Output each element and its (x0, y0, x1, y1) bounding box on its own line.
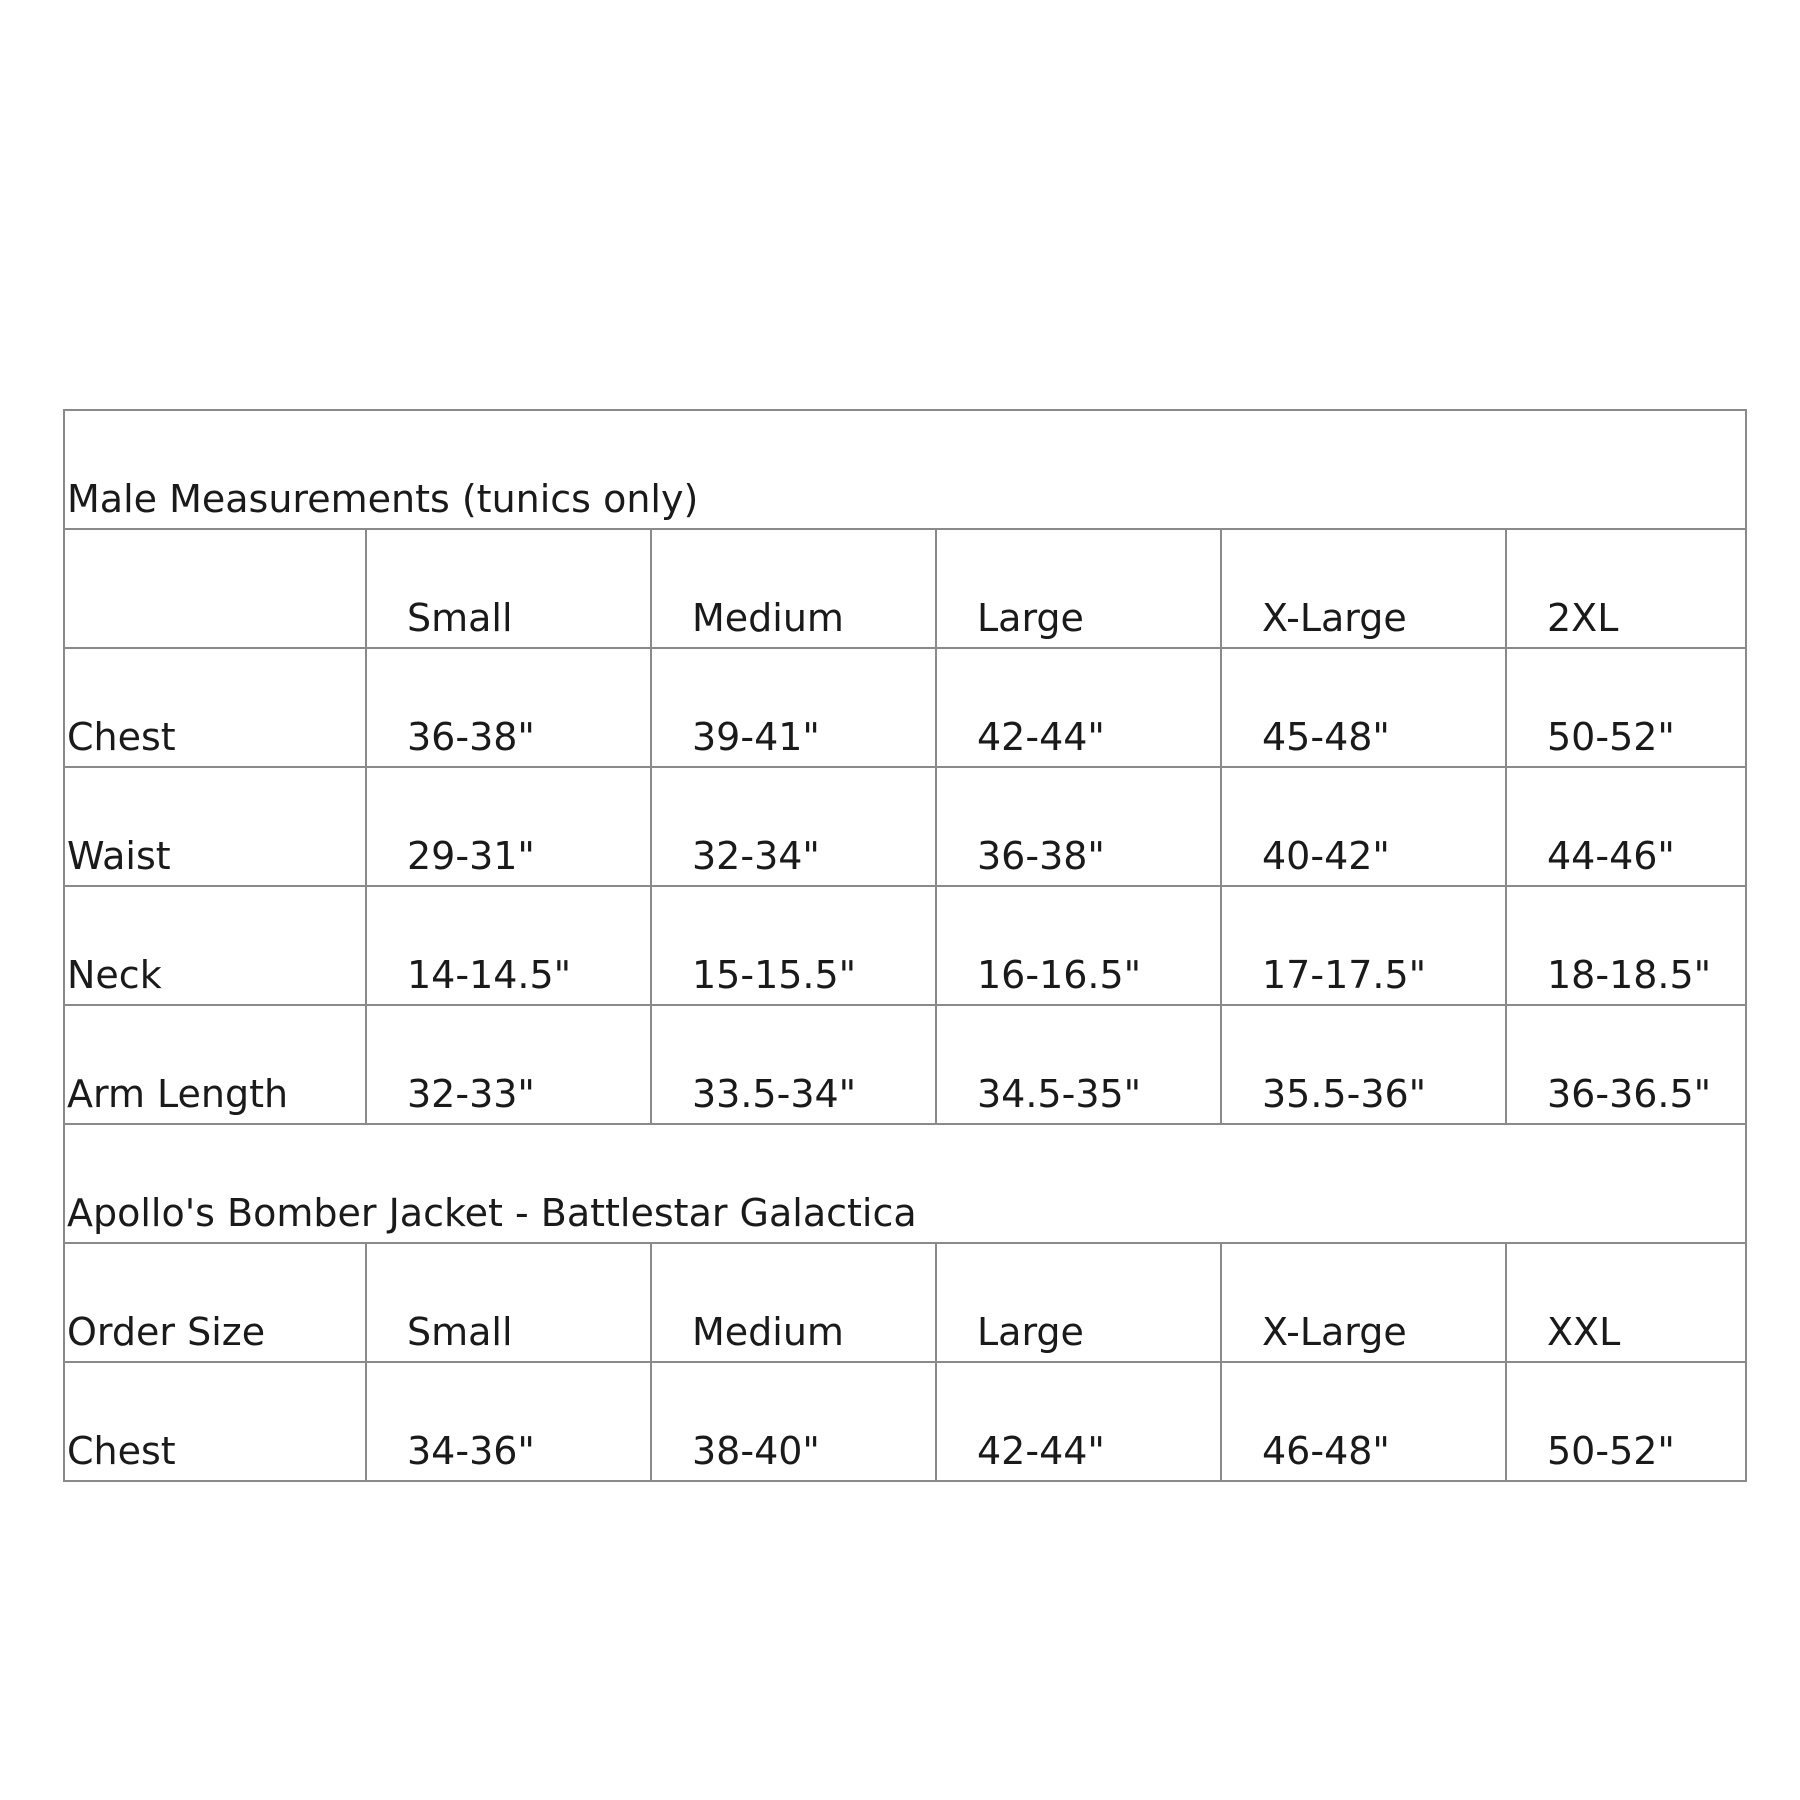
table-cell: 42-44" (936, 648, 1221, 767)
header-order-size: Order Size (64, 1243, 366, 1362)
table-cell: 40-42" (1221, 767, 1506, 886)
table-cell: 34-36" (366, 1362, 651, 1481)
header-size-medium: Medium (651, 529, 936, 648)
header-size-medium: Medium (651, 1243, 936, 1362)
header-size-xlarge: X-Large (1221, 529, 1506, 648)
table-cell: 33.5-34" (651, 1005, 936, 1124)
table-cell: 36-36.5" (1506, 1005, 1746, 1124)
table-row (64, 648, 1746, 767)
table-cell: 50-52" (1506, 1362, 1746, 1481)
table-cell: 32-34" (651, 767, 936, 886)
table-cell: 15-15.5" (651, 886, 936, 1005)
table-row (64, 1005, 1746, 1124)
size-header-row (64, 1243, 1746, 1362)
table-cell: 34.5-35" (936, 1005, 1221, 1124)
table-cell: 45-48" (1221, 648, 1506, 767)
table-cell: 18-18.5" (1506, 886, 1746, 1005)
header-size-large: Large (936, 529, 1221, 648)
header-size-small: Small (366, 529, 651, 648)
section-title-row (64, 410, 1746, 529)
table-cell: 32-33" (366, 1005, 651, 1124)
table-cell: 29-31" (366, 767, 651, 886)
header-size-large: Large (936, 1243, 1221, 1362)
header-size-xlarge: X-Large (1221, 1243, 1506, 1362)
table-cell: 50-52" (1506, 648, 1746, 767)
row-label-arm-length: Arm Length (64, 1005, 366, 1124)
male-section-title: Male Measurements (tunics only) (64, 410, 1746, 529)
section-title-row (64, 1124, 1746, 1243)
table-row (64, 767, 1746, 886)
row-label-neck: Neck (64, 886, 366, 1005)
table-cell: 46-48" (1221, 1362, 1506, 1481)
table-cell: 42-44" (936, 1362, 1221, 1481)
table-cell: 39-41" (651, 648, 936, 767)
header-corner-cell (64, 529, 366, 648)
jacket-section-title: Apollo's Bomber Jacket - Battlestar Galactica (64, 1124, 1746, 1243)
size-header-row (64, 529, 1746, 648)
table-cell: 38-40" (651, 1362, 936, 1481)
table-row (64, 886, 1746, 1005)
table-cell: 14-14.5" (366, 886, 651, 1005)
table-cell: 17-17.5" (1221, 886, 1506, 1005)
row-label-chest: Chest (64, 1362, 366, 1481)
table-cell: 36-38" (366, 648, 651, 767)
header-size-2xl: 2XL (1506, 529, 1746, 648)
table-cell: 16-16.5" (936, 886, 1221, 1005)
row-label-chest: Chest (64, 648, 366, 767)
table-row (64, 1362, 1746, 1481)
size-chart-table (63, 409, 1747, 1482)
table-cell: 44-46" (1506, 767, 1746, 886)
header-size-small: Small (366, 1243, 651, 1362)
row-label-waist: Waist (64, 767, 366, 886)
header-size-xxl: XXL (1506, 1243, 1746, 1362)
table-cell: 36-38" (936, 767, 1221, 886)
table-cell: 35.5-36" (1221, 1005, 1506, 1124)
